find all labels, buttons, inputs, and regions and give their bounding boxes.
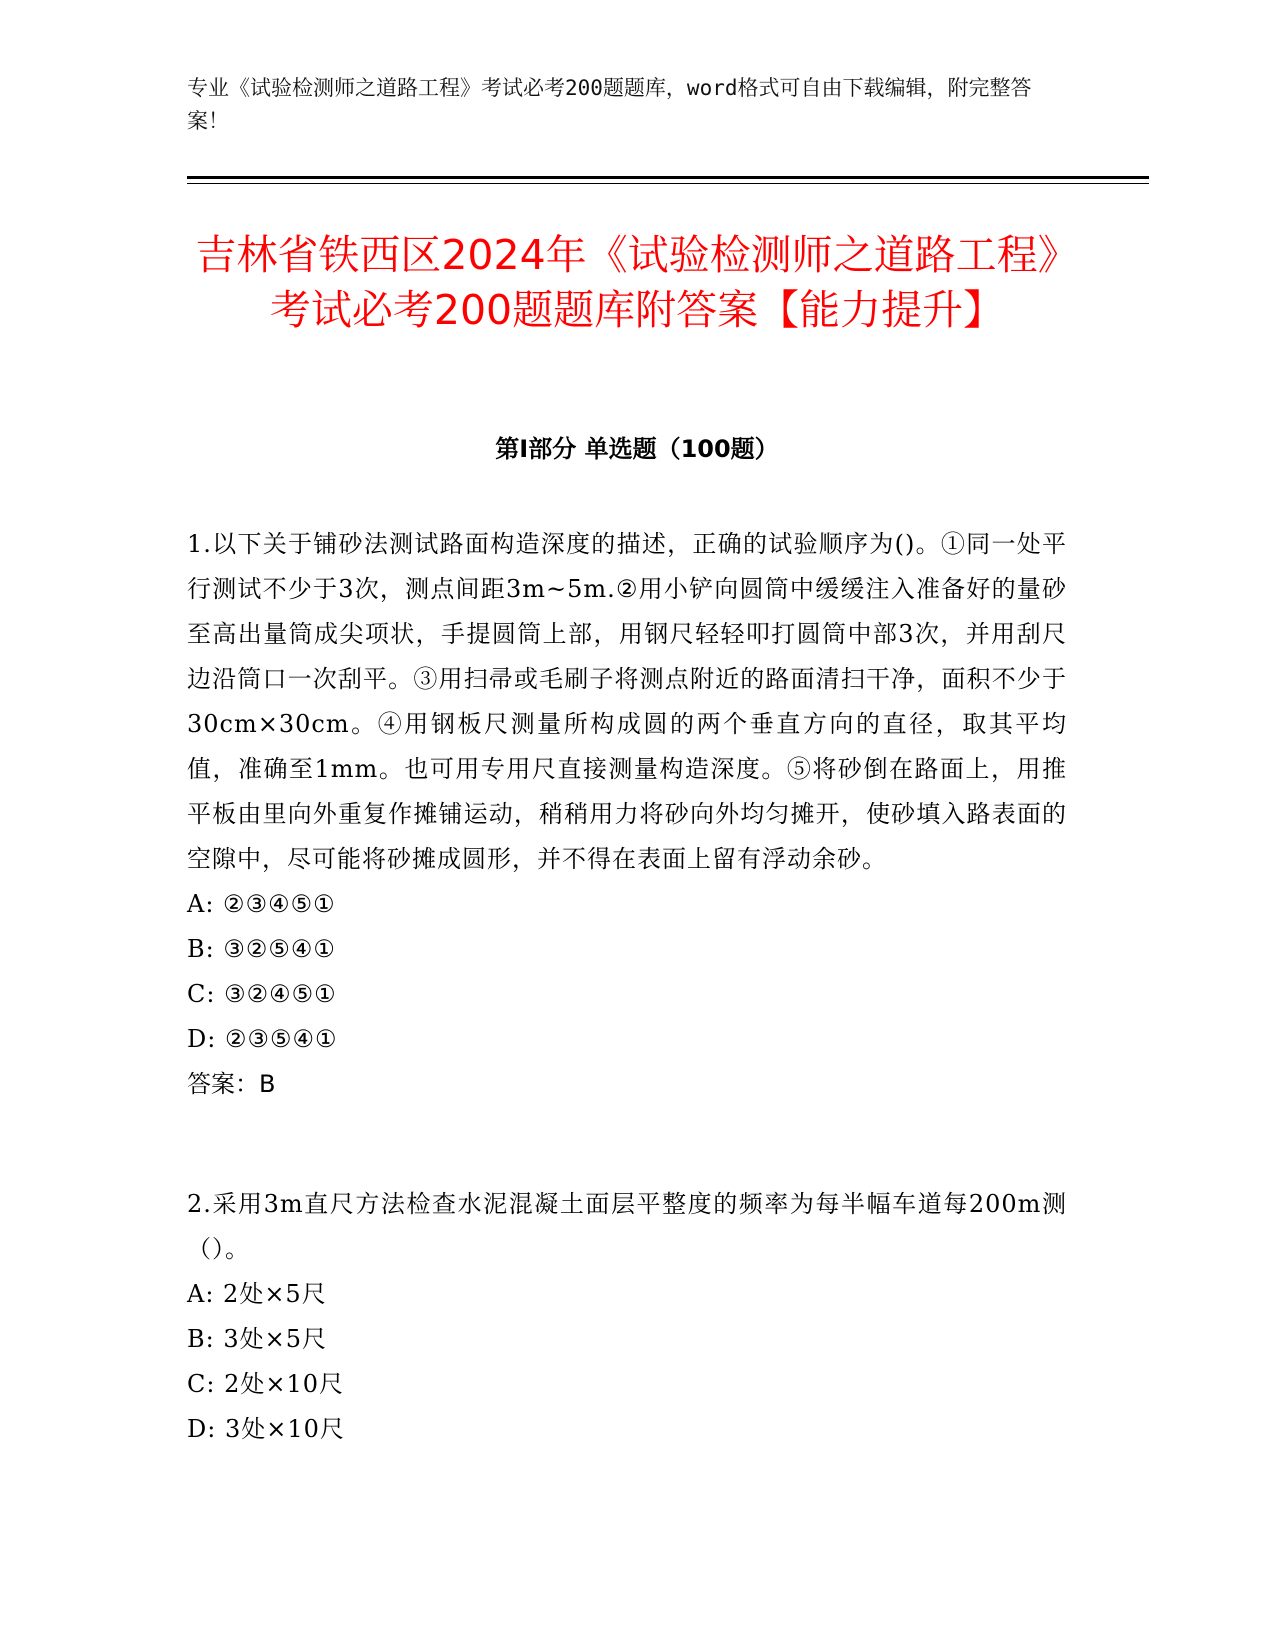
header-divider-thick [187, 176, 1149, 179]
question-stem: 2.采用3m直尺方法检查水泥混凝土面层平整度的频率为每半幅车道每200m测（）。 [187, 1190, 1067, 1263]
option-c: C: 2处×10尺 [187, 1370, 344, 1398]
section-title: 第I部分 单选题（100题） [495, 435, 779, 463]
option-c: C: ③②④⑤① [187, 980, 337, 1008]
question-stem: 1.以下关于铺砂法测试路面构造深度的描述，正确的试验顺序为()。①同一处平行测试不少于3次，测点间距3m~5m.②用小铲向圆筒中缓缓注入准备好的量砂至高出量筒成尖项状，手提圆筒上部，用钢尺轻轻叩打圆筒中部3次，并用刮尺边沿筒口一次刮平。③用扫帚或毛刷子将测点附近的路面清扫干净，面积不少于30cm×30cm。④用钢板尺测量所构成圆的两个垂直方向的直径，取其平均值，准确至1mm。也可用专用尺直接测量构造深度。⑤将砂倒在路面上，用推平板由里向外重复作摊铺运动，稍稍用力将砂向外均匀摊开，使砂填入路表面的空隙中，尽可能将砂摊成圆形，并不得在表面上留有浮动余砂。 [187, 530, 1067, 873]
option-b: B: ③②⑤④① [187, 935, 336, 963]
question-2 [187, 1182, 1067, 1452]
document-title: 吉林省铁西区2024年《试验检测师之道路工程》考试必考200题题库附答案【能力提升】 [195, 231, 1079, 334]
option-d: D: ②③⑤④① [187, 1025, 338, 1053]
option-a: A: ②③④⑤① [187, 890, 336, 918]
question-1 [187, 522, 1067, 1107]
option-b: B: 3处×5尺 [187, 1325, 327, 1353]
header-note: 专业《试验检测师之道路工程》考试必考200题题库，word格式可自由下载编辑，附完整答案！ [187, 76, 1032, 133]
option-d: D: 3处×10尺 [187, 1415, 345, 1443]
option-a: A: 2处×5尺 [187, 1280, 327, 1308]
header-divider-thin [187, 183, 1149, 184]
answer: 答案：B [187, 1070, 276, 1098]
